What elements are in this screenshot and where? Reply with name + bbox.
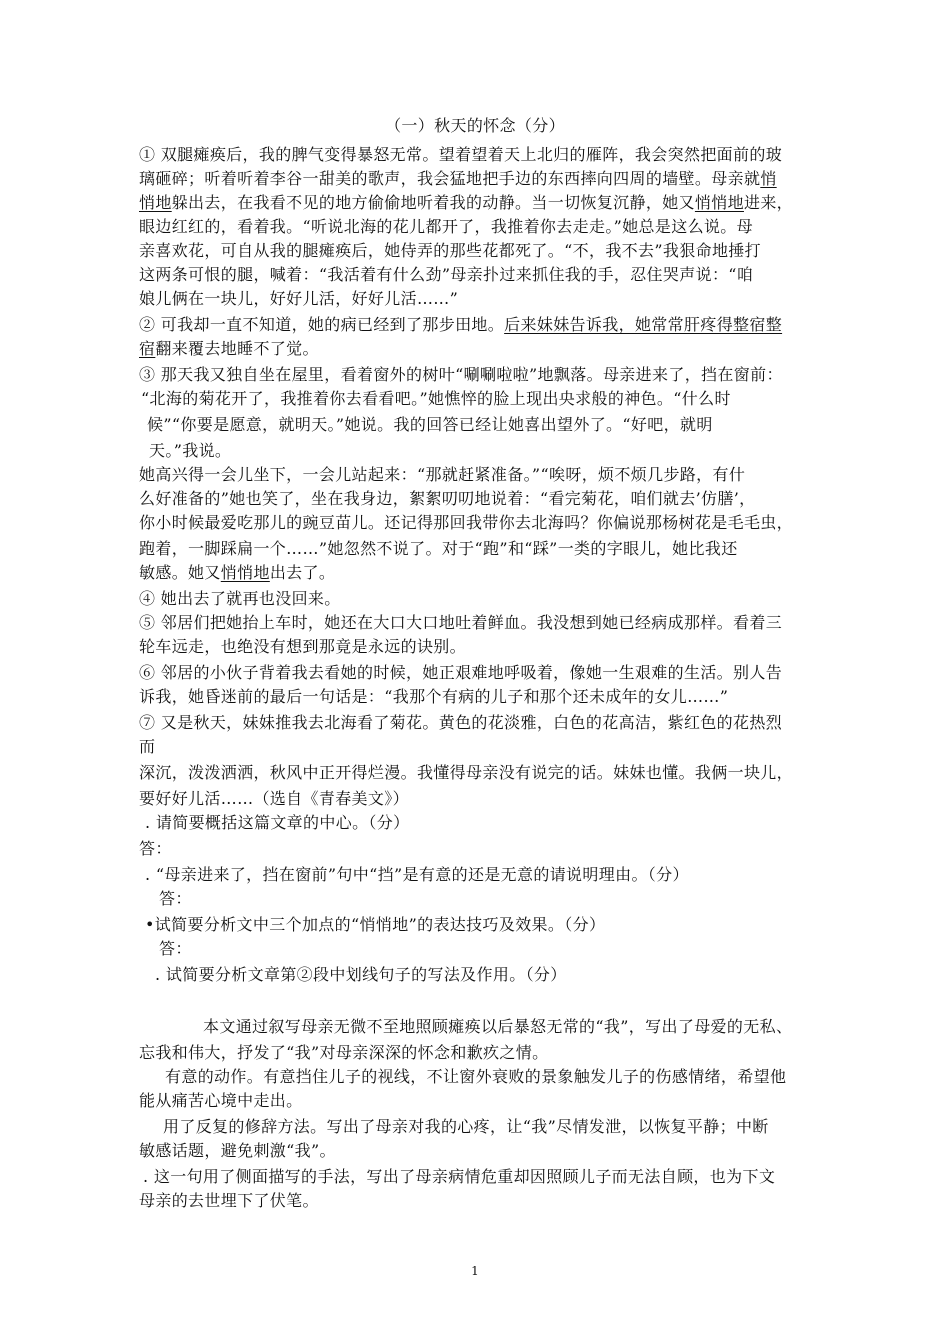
page-number: 1 (471, 1264, 479, 1278)
paragraph-1-line-4: 眼边红红的，看着我。“听说北海的花儿都开了，我推着你去走走。”她总是这么说。母 (139, 217, 754, 236)
answer-3-line-1: 用了反复的修辞方法。写出了母亲对我的心疼，让“我”尽情发泄，以恢复平静；中断 (163, 1117, 769, 1136)
question-1: . 请简要概括这篇文章的中心。（分） (145, 813, 410, 832)
paragraph-7-line-2: 而 (139, 737, 156, 756)
paragraph-3-line-9 (139, 561, 335, 585)
answer-3-line-2: 敏感话题，避免刺激“我”。 (139, 1141, 336, 1160)
underlined-text: 悄 (760, 169, 777, 188)
paragraph-3-line-7: 你小时候最爱吃那儿的豌豆苗儿。还记得那回我带你去北海吗？你偏说那杨树花是毛毛虫， (139, 513, 794, 532)
page-title: （一）秋天的怀念（分） (385, 116, 565, 135)
underlined-sentence: 后来妹妹告诉我，她常常肝疼得整宿整 (504, 315, 783, 334)
underlined-text: 悄悄地 (220, 563, 270, 582)
paragraph-7-line-3: 深沉，泼泼洒洒，秋风中正开得烂漫。我懂得母亲没有说完的话。妹妹也懂。我俩一块儿， (139, 763, 794, 782)
paragraph-1-line-6: 这两条可恨的腿，喊着：“我活着有什么劲”母亲扑过来抓住我的手，忍住哭声说：“咱 (139, 265, 754, 284)
paragraph-5-line-2: 轮车远走，也绝没有想到那竟是永远的诀别。 (139, 637, 467, 656)
answer-2-line-1: 有意的动作。有意挡住儿子的视线，不让窗外衰败的景象触发儿子的伤感情绪，希望他 (165, 1067, 787, 1086)
paragraph-3-line-8: 跑着，一脚踩扁一个……”她忽然不说了。对于“跑”和“踩”一类的字眼儿，她比我还 (139, 539, 738, 558)
paragraph-5-line-1: ⑤ 邻居们把她抬上车时，她还在大口大口地吐着鲜血。我没想到她已经病成那样。看着三 (139, 613, 783, 632)
paragraph-7-line-4: 要好好儿活……（选自《青春美文》） (139, 789, 409, 808)
answer-4-line-1: . 这一句用了侧面描写的手法，写出了母亲病情危重却因照顾儿子而无法自顾，也为下文 (143, 1167, 776, 1186)
question-2: . “母亲进来了，挡在窗前”句中“挡”是有意的还是无意的请说明理由。（分） (145, 865, 689, 884)
paragraph-3-line-3: 候”“你要是愿意，就明天。”她说。我的回答已经让她喜出望外了。“好吧，就明 (147, 415, 713, 434)
paragraph-1-line-7: 娘儿俩在一块儿，好好儿活，好好儿活……” (139, 289, 459, 308)
answer-1-line-1: 本文通过叙写母亲无微不至地照顾瘫痪以后暴怒无常的“我”，写出了母爱的无私、 (203, 1017, 793, 1036)
underlined-text: 悄悄地 (694, 193, 744, 212)
underlined-text: 悄地 (139, 193, 172, 212)
paragraph-3-line-6: 么好准备的”她也笑了，坐在我身边，絮絮叨叨地说着：“看完菊花，咱们就去’仿膳’， (139, 489, 756, 508)
text-span: 进来， (743, 193, 794, 212)
text-span: 翻来覆去地睡不了觉。 (155, 339, 319, 358)
paragraph-1-line-5: 亲喜欢花，可自从我的腿瘫痪后，她侍弄的那些花都死了。“不，我不去”我狠命地捶打 (139, 241, 762, 260)
paragraph-1-line-2 (139, 167, 777, 191)
paragraph-1-line-1: ① 双腿瘫痪后，我的脾气变得暴怒无常。望着望着天上北归的雁阵，我会突然把面前的玻 (139, 145, 783, 164)
paragraph-2-line-2 (139, 337, 319, 361)
text-span: 敏感。她又 (139, 563, 221, 582)
question-4: . 试简要分析文章第②段中划线句子的写法及作用。（分） (155, 965, 567, 984)
answer-2-line-2: 能从痛苦心境中走出。 (139, 1091, 303, 1110)
paragraph-3-line-5: 她高兴得一会儿坐下，一会儿站起来：“那就赶紧准备。”“唉呀，烦不烦几步路，有什 (139, 465, 746, 484)
answer-1-line-2: 忘我和伟大，抒发了“我”对母亲深深的怀念和歉疚之情。 (139, 1043, 549, 1062)
answer-label-1: 答： (139, 839, 172, 858)
text-span: 出去了。 (269, 563, 336, 582)
question-3: •试简要分析文中三个加点的“悄悄地”的表达技巧及效果。（分） (145, 915, 606, 934)
text-span: 璃砸碎；听着听着李谷一甜美的歌声，我会猛地把手边的东西摔向四周的墙壁。母亲就 (139, 169, 761, 188)
answer-label-2: 答： (159, 889, 192, 908)
paragraph-3-line-1: ③ 那天我又独自坐在屋里，看着窗外的树叶“唰唰啦啦”地飘落。母亲进来了，挡在窗前： (139, 365, 783, 384)
paragraph-1-line-3 (139, 191, 793, 215)
answer-4-line-2: 母亲的去世埋下了伏笔。 (139, 1191, 319, 1210)
answer-label-3: 答： (159, 939, 192, 958)
paragraph-6-line-2: 诉我，她昏迷前的最后一句话是：“我那个有病的儿子和那个还未成年的女儿……” (139, 687, 729, 706)
paragraph-2-line-1 (139, 313, 782, 337)
paragraph-6-line-1: ⑥ 邻居的小伙子背着我去看她的时候，她正艰难地呼吸着，像她一生艰难的生活。别人告 (139, 663, 783, 682)
text-span: ② 可我却一直不知道，她的病已经到了那步田地。 (139, 315, 505, 334)
paragraph-4: ④ 她出去了就再也没回来。 (139, 589, 341, 608)
paragraph-3-line-2: “北海的菊花开了，我推着你去看看吧。”她憔悴的脸上现出央求般的神色。“什么时 (141, 389, 731, 408)
paragraph-7-line-1: ⑦ 又是秋天，妹妹推我去北海看了菊花。黄色的花淡雅，白色的花高洁，紫红色的花热烈 (139, 713, 783, 732)
paragraph-3-line-4: 天。”我说。 (149, 441, 232, 460)
underlined-sentence: 宿 (139, 339, 156, 358)
text-span: 躲出去，在我看不见的地方偷偷地听着我的动静。当一切恢复沉静，她又 (171, 193, 695, 212)
